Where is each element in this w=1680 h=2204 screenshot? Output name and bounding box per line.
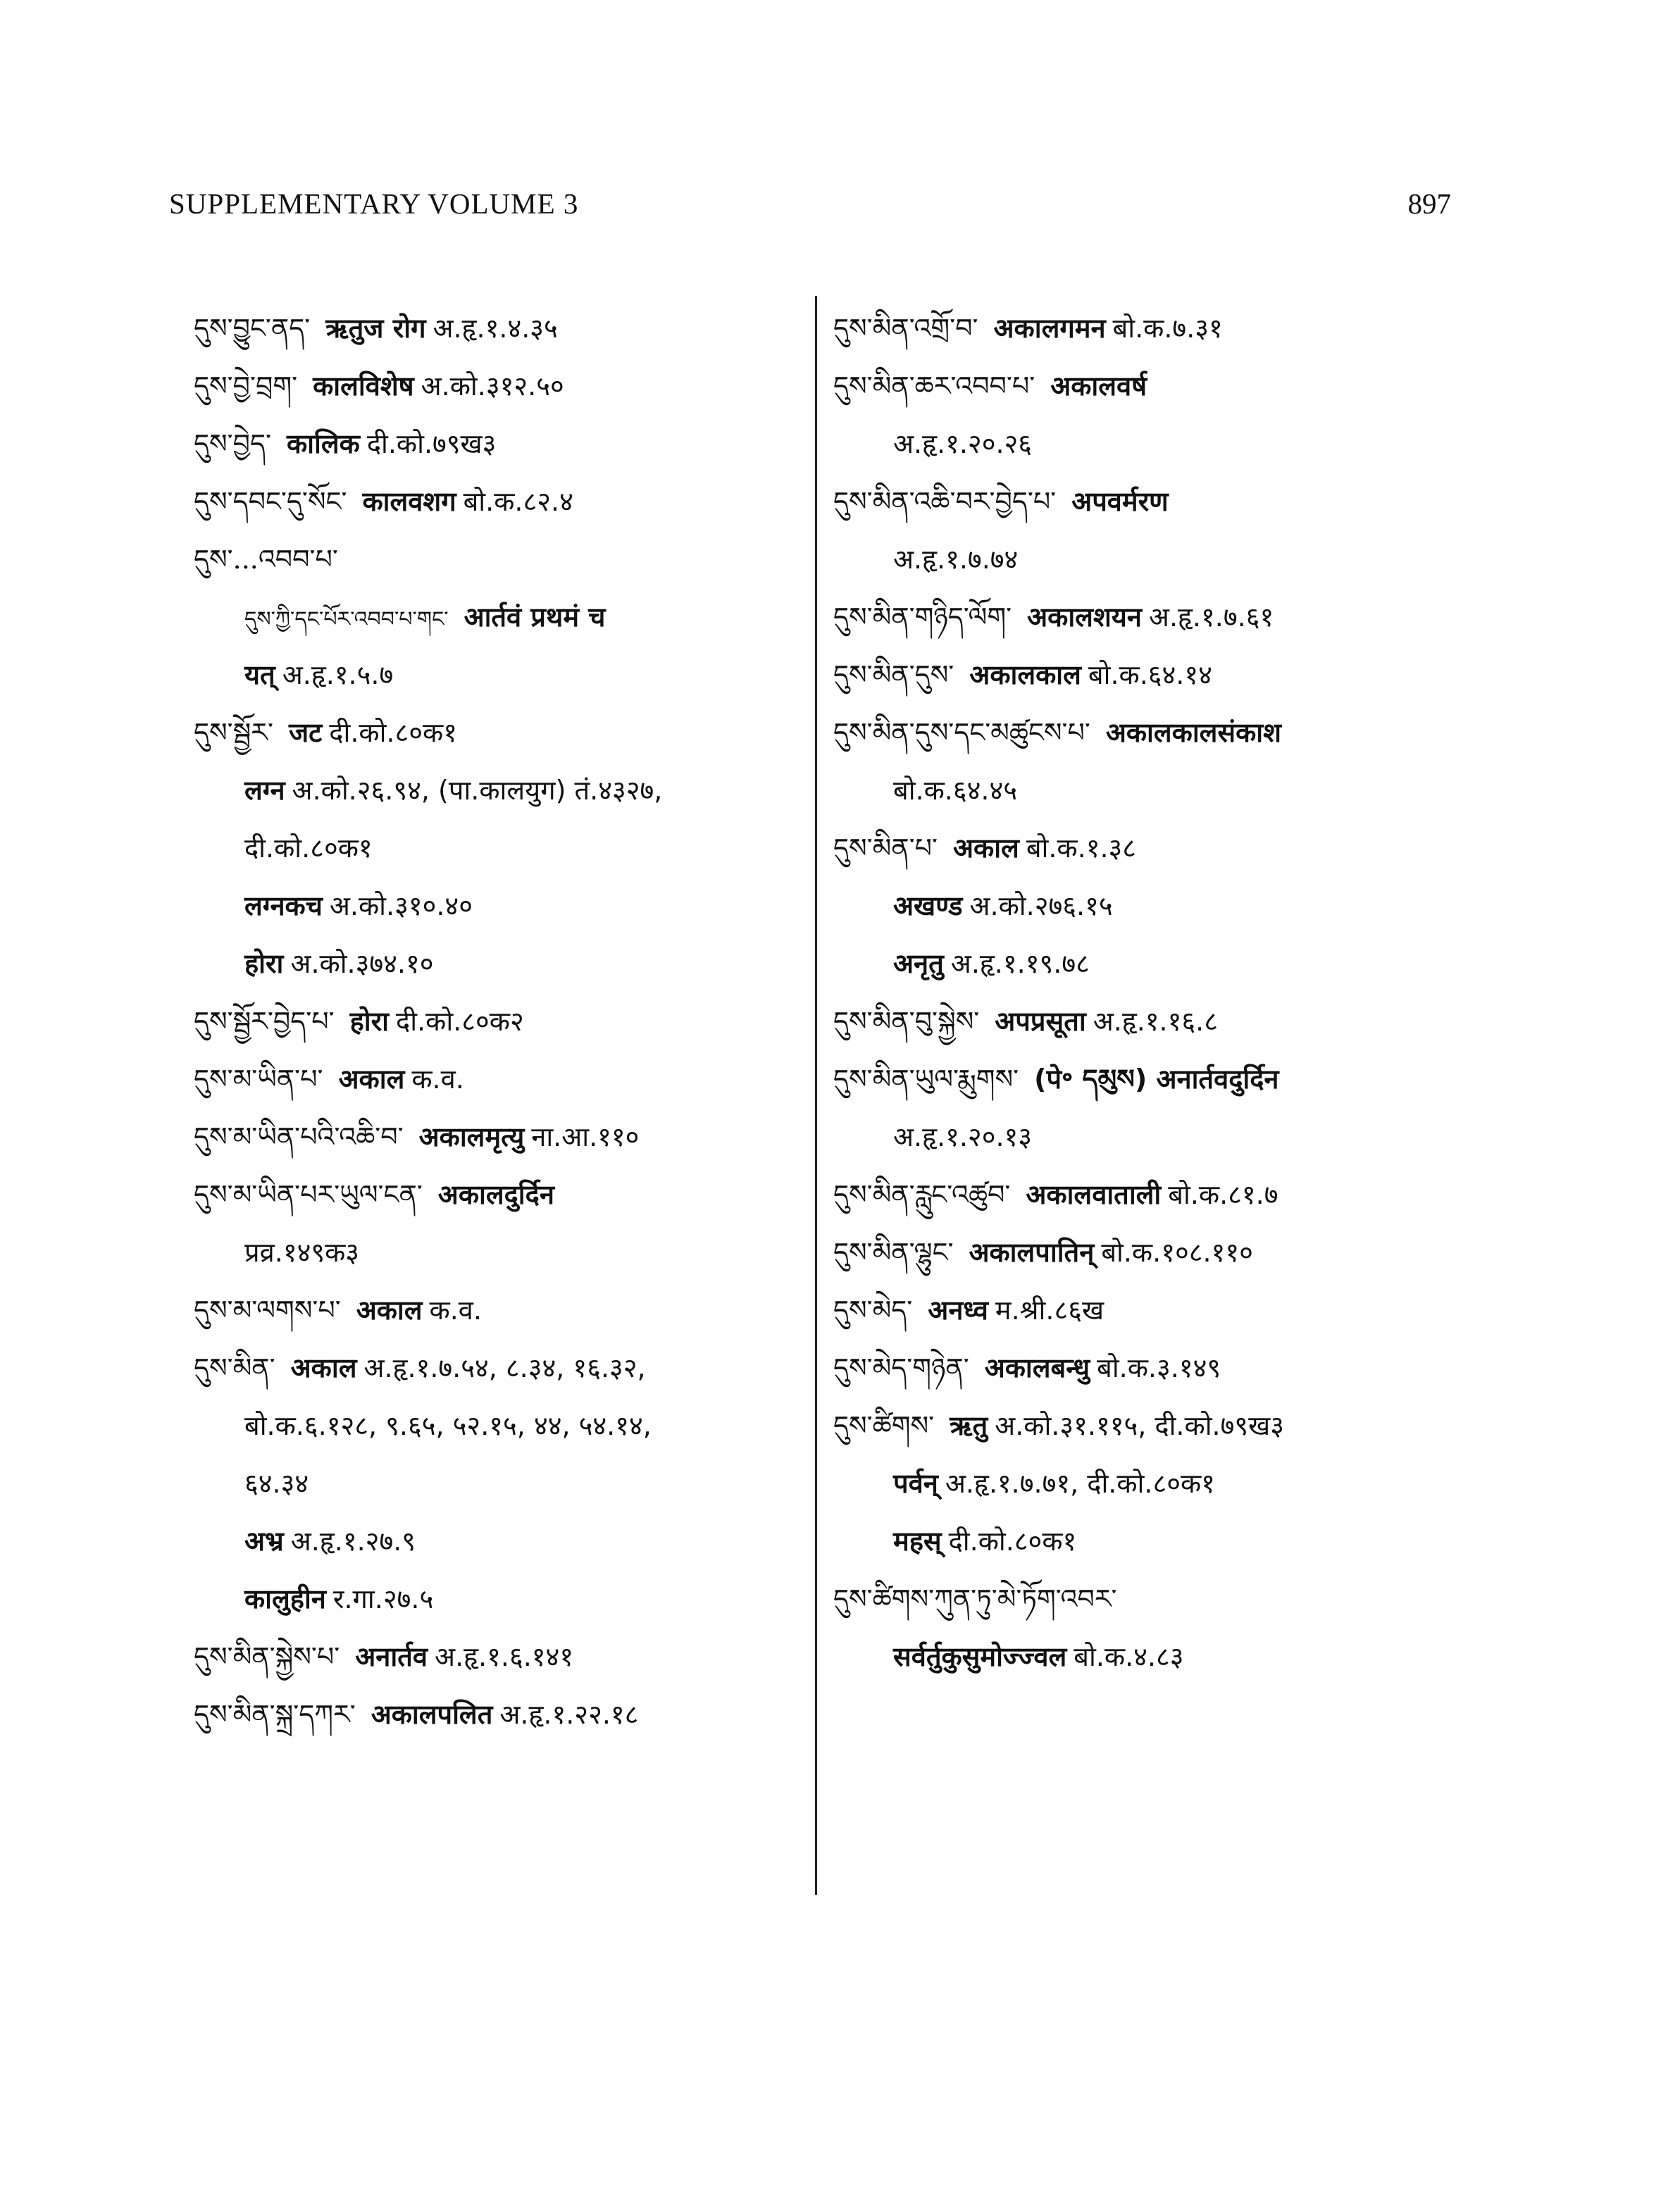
tibetan-headword: དུས་མིན་དུས་དང་མཚུངས་པ་ (833, 717, 1090, 748)
source-reference: दी.को.७९ख३ (366, 428, 497, 459)
dictionary-entry-line (833, 704, 1453, 761)
tibetan-headword: དུས་སྦྱོར་ (194, 717, 273, 748)
sanskrit-equivalent: अकालपलित (371, 1699, 493, 1730)
sanskrit-equivalent: कालविशेष (313, 371, 414, 401)
source-reference: दी.को.८०क१ (329, 717, 457, 748)
tibetan-headword: དུས་མེད་ (833, 1295, 913, 1326)
source-reference: अ.हृ.१.५.७ (282, 659, 394, 690)
source-reference: ६४.३४ (244, 1468, 309, 1499)
source-reference: अ.को.३१२.५० (421, 371, 564, 401)
dictionary-entry-line (833, 1339, 1453, 1397)
source-reference: अ.को.३१०.४० (329, 890, 473, 921)
source-reference: बो.क.८१.७ (1168, 1179, 1278, 1210)
tibetan-headword: དུས་མིན་འཆི་བར་བྱེད་པ་ (833, 486, 1057, 517)
sanskrit-equivalent: होरा (244, 948, 284, 979)
dictionary-entry-line (194, 1628, 814, 1686)
dictionary-entry-line (194, 992, 814, 1050)
dictionary-entry-line (833, 357, 1453, 415)
sanskrit-equivalent: कालवशग (362, 486, 456, 517)
sanskrit-equivalent: जट (288, 717, 323, 748)
source-reference: अ.हृ.१.७.६१ (1148, 602, 1274, 633)
sanskrit-equivalent: अकाल (356, 1295, 423, 1326)
source-reference: बो.क.६४.४५ (893, 775, 1018, 806)
tibetan-headword: དུས་མིན་འགྲོ་བ་ (833, 313, 978, 344)
dictionary-entry-line (194, 646, 814, 704)
source-reference: अ.हृ.१.४.३५ (433, 313, 558, 344)
tibetan-headword: དུས་བྱེ་བྲག་ (194, 371, 298, 401)
source-reference: बो.क.४.८३ (1074, 1641, 1184, 1672)
source-reference: अ.हृ.१.२२.१८ (499, 1699, 639, 1730)
tibetan-headword: དུས་...འབབ་པ་ (194, 544, 338, 575)
dictionary-entry-line (833, 1166, 1453, 1224)
dictionary-entry-line (194, 1339, 814, 1397)
tibetan-headword: དུས་ཚིགས་ཀུན་ཏུ་མེ་ཏོག་འབར་ (833, 1583, 1117, 1614)
sanskrit-equivalent: अकालवर्ष (1050, 371, 1147, 401)
dictionary-entry-line (194, 877, 814, 935)
sanskrit-equivalent: अकाल (952, 833, 1019, 864)
tibetan-headword: དུས་མིན་སྐྲ་དཀར་ (194, 1699, 356, 1730)
sanskrit-equivalent: पर्वन् (893, 1468, 938, 1499)
dictionary-entry-line (833, 935, 1453, 992)
dictionary-entry-line (833, 1050, 1453, 1108)
source-reference: बो.क.३.१४९ (1097, 1352, 1221, 1383)
dictionary-entry-line (833, 761, 1453, 819)
tibetan-headword: དུས་བྱེད་ (194, 428, 271, 459)
sanskrit-equivalent: अकालबन्धु (984, 1352, 1090, 1383)
source-reference: अ.हृ.१.७.७१, दी.को.८०क१ (945, 1468, 1215, 1499)
dictionary-entry-line (194, 588, 814, 646)
tibetan-headword: དུས་མིན་ལྷུང་ (833, 1237, 954, 1268)
tibetan-headword: དུས་མིན་དུས་ (833, 659, 954, 690)
dictionary-entry-line (833, 992, 1453, 1050)
tibetan-headword: དུས་མིན་ཡུལ་རྨུགས་ (833, 1064, 1019, 1095)
dictionary-entry-line (194, 1686, 814, 1743)
tibetan-headword: དུས་མིན་བུ་སྐྱེས་ (833, 1006, 980, 1037)
sanskrit-equivalent: अनार्तव (355, 1641, 428, 1672)
dictionary-entry-line (194, 1224, 814, 1281)
tibetan-headword: དུས་མ་ལགས་པ་ (194, 1295, 341, 1326)
sanskrit-equivalent: अकालगमन (993, 313, 1106, 344)
source-reference: ना.आ.११० (531, 1121, 640, 1152)
page-header (169, 187, 1451, 229)
dictionary-entry-line (833, 588, 1453, 646)
sanskrit-equivalent: अपवर्मरण (1071, 486, 1169, 517)
sanskrit-equivalent: अकालदुर्दिन (437, 1179, 554, 1210)
sanskrit-equivalent: आर्तवं प्रथमं च (463, 602, 606, 633)
source-reference: अ.हृ.१.२०.२६ (893, 428, 1033, 459)
dictionary-entry-line (833, 473, 1453, 530)
source-reference: क.व. (411, 1064, 464, 1095)
tibetan-headword: དུས་མ་ཡིན་པའི་འཆི་བ་ (194, 1121, 404, 1152)
dictionary-entry-line (194, 704, 814, 761)
source-reference: प्रव्र.१४९क३ (244, 1237, 360, 1268)
left-column (194, 299, 814, 1743)
source-reference: अ.हृ.१.६.१४१ (435, 1641, 574, 1672)
source-reference: बो.क.६४.१४ (1088, 659, 1212, 690)
dictionary-entry-line (194, 1281, 814, 1339)
sanskrit-equivalent: होरा (349, 1006, 390, 1037)
dictionary-entry-line (194, 299, 814, 357)
tibetan-headword: དུས་མིན་པ་ (833, 833, 938, 864)
dictionary-entry-line (194, 1512, 814, 1570)
dictionary-entry-line (194, 1108, 814, 1166)
dictionary-entry-line (833, 1224, 1453, 1281)
tibetan-headword: དུས་སྦྱོར་བྱེད་པ་ (194, 1006, 335, 1037)
sanskrit-equivalent: अकालपातिन् (969, 1237, 1095, 1268)
tibetan-headword: དུས་མིན་ (194, 1352, 275, 1383)
source-reference: बो.क.६.१२८, ९.६५, ५२.१५, ४४, ५४.१४, (244, 1410, 652, 1441)
dictionary-entry-line (194, 473, 814, 530)
source-reference: बो.क.८२.४ (463, 486, 573, 517)
sanskrit-equivalent: अकाल (290, 1352, 357, 1383)
source-reference: अ.हृ.१.१६.८ (1093, 1006, 1218, 1037)
sanskrit-equivalent: लग्न (244, 775, 285, 806)
sanskrit-equivalent: अखण्ड (893, 890, 963, 921)
source-reference: दी.को.८०क१ (948, 1526, 1077, 1557)
dictionary-entry-line (194, 761, 814, 819)
source-reference: र.गा.२७.५ (332, 1583, 434, 1614)
tibetan-headword: དུས་མེད་གཉེན་ (833, 1352, 969, 1383)
dictionary-entry-line (194, 1050, 814, 1108)
sanskrit-equivalent: अकाल (338, 1064, 405, 1095)
source-reference: अ.को.२७६.१५ (969, 890, 1113, 921)
sanskrit-equivalent: अकालशयन (1027, 602, 1142, 633)
sanskrit-equivalent: ऋतुज रोग (325, 313, 426, 344)
source-reference: म.श्री.८६ख (995, 1295, 1105, 1326)
sanskrit-equivalent: अपप्रसूता (995, 1006, 1086, 1037)
sanskrit-equivalent: यत् (244, 659, 275, 690)
dictionary-entry-line (833, 1570, 1453, 1628)
dictionary-entry-line (833, 819, 1453, 877)
dictionary-entry-line (833, 1628, 1453, 1686)
dictionary-entry-line (194, 819, 814, 877)
source-reference: बो.क.१.३८ (1026, 833, 1137, 864)
tibetan-headword: དུས་མ་ཡིན་པར་ཡུལ་ངན་ (194, 1179, 423, 1210)
dictionary-entry-line (194, 1166, 814, 1224)
dictionary-entry-line (833, 1108, 1453, 1166)
tibetan-headword: དུས་ཀྱི་དང་པོར་འབབ་པ་གང་ (244, 607, 449, 632)
sanskrit-equivalent: सर्वर्तुकुसुमोज्ज्वल (893, 1641, 1067, 1672)
dictionary-entry-line (194, 935, 814, 992)
sanskrit-equivalent: अकालकालसंकाश (1105, 717, 1281, 748)
sanskrit-equivalent: अनध्व (928, 1295, 988, 1326)
dictionary-entry-line (833, 646, 1453, 704)
sanskrit-equivalent: (पे॰ དམུས) अनार्तवदुर्दिन (1034, 1064, 1279, 1095)
source-reference: दी.को.८०क१ (244, 833, 373, 864)
source-reference: अ.हृ.१.२०.१३ (893, 1121, 1033, 1152)
dictionary-entry-line (194, 530, 814, 588)
dictionary-entry-line (833, 1397, 1453, 1455)
tibetan-headword: དུས་མིན་རླུང་འཚུབ་ (833, 1179, 1011, 1210)
column-divider (815, 296, 817, 1895)
tibetan-headword: དུས་མིན་ཆར་འབབ་པ་ (833, 371, 1035, 401)
dictionary-entry-line (194, 357, 814, 415)
dictionary-entry-line (833, 1281, 1453, 1339)
sanskrit-equivalent: ऋतु (950, 1410, 988, 1441)
page-number: 897 (1407, 187, 1451, 220)
tibetan-headword: དུས་མ་ཡིན་པ་ (194, 1064, 323, 1095)
source-reference: बो.क.७.३१ (1112, 313, 1223, 344)
source-reference: अ.को.३७४.१० (290, 948, 434, 979)
right-column (833, 299, 1453, 1686)
tibetan-headword: དུས་ཚིགས་ (833, 1410, 935, 1441)
source-reference: अ.को.३१.११५, दी.को.७९ख३ (995, 1410, 1284, 1441)
sanskrit-equivalent: महस् (893, 1526, 942, 1557)
sanskrit-equivalent: कालिक (286, 428, 360, 459)
sanskrit-equivalent: अभ्र (244, 1526, 284, 1557)
dictionary-entry-line (833, 530, 1453, 588)
tibetan-headword: དུས་མིན་གཉིད་ལོག་ (833, 602, 1012, 633)
source-reference: अ.हृ.१.२७.९ (290, 1526, 416, 1557)
source-reference: अ.हृ.१.७.७४ (893, 544, 1019, 575)
sanskrit-equivalent: कालुहीन (244, 1583, 326, 1614)
dictionary-entry-line (194, 1570, 814, 1628)
dictionary-entry-line (194, 415, 814, 473)
sanskrit-equivalent: अकालवाताली (1026, 1179, 1162, 1210)
dictionary-entry-line (833, 1512, 1453, 1570)
sanskrit-equivalent: लग्नकच (244, 890, 323, 921)
sanskrit-equivalent: अकालकाल (969, 659, 1081, 690)
dictionary-entry-line (833, 415, 1453, 473)
sanskrit-equivalent: अनृतु (893, 948, 944, 979)
sanskrit-equivalent: अकालमृत्यु (418, 1121, 525, 1152)
dictionary-entry-line (194, 1455, 814, 1512)
tibetan-headword: དུས་བྱུང་ནད་ (194, 313, 311, 344)
tibetan-headword: དུས་མིན་སྐྱེས་པ་ (194, 1641, 340, 1672)
dictionary-entry-line (194, 1397, 814, 1455)
dictionary-entry-line (833, 1455, 1453, 1512)
source-reference: क.व. (429, 1295, 483, 1326)
source-reference: अ.हृ.१.७.५४, ८.३४, १६.३२, (363, 1352, 646, 1383)
running-head: SUPPLEMENTARY VOLUME 3 (169, 187, 579, 220)
source-reference: दी.को.८०क२ (396, 1006, 524, 1037)
dictionary-entry-line (833, 877, 1453, 935)
dictionary-entry-line (833, 299, 1453, 357)
source-reference: अ.हृ.१.१९.७८ (950, 948, 1090, 979)
source-reference: अ.को.२६.९४, (पा.कालयुग) तं.४३२७, (292, 775, 663, 806)
source-reference: बो.क.१०८.११० (1101, 1237, 1253, 1268)
tibetan-headword: དུས་དབང་དུ་སོང་ (194, 486, 347, 517)
